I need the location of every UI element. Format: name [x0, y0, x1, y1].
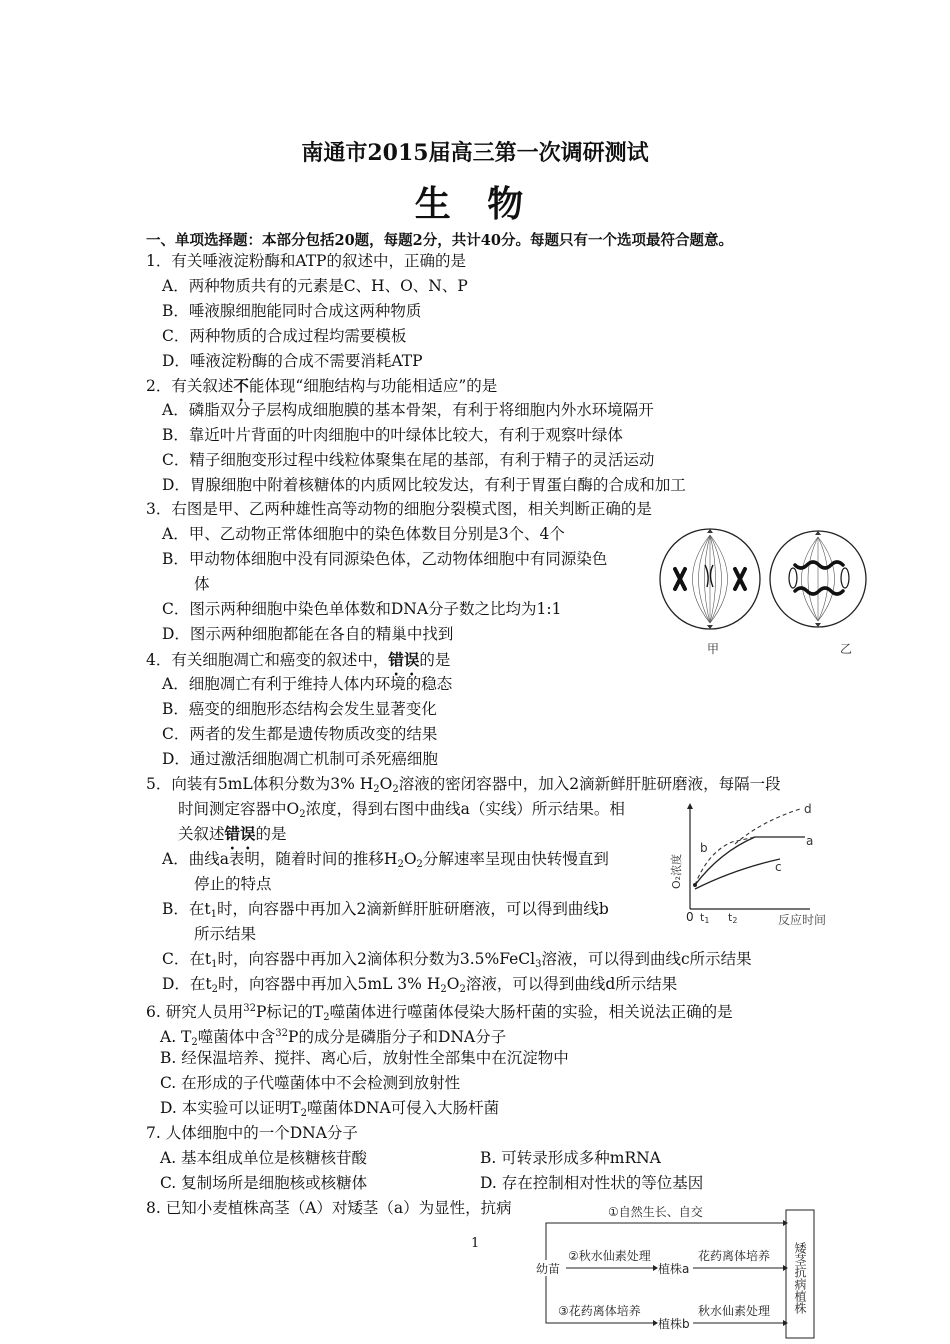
q5-l1-post: 溶液的密闭容器中，加入2滴新鲜肝脏研磨液，每隔一段 — [398, 775, 781, 793]
cell-yi — [770, 531, 866, 627]
q5-l3-pre: 关叙述 — [178, 825, 225, 843]
label-c: c — [775, 860, 782, 874]
q5-c-post: 溶液，可以得到曲线c所示结果 — [541, 950, 752, 968]
graph-t1-t: t — [700, 911, 705, 924]
q6-a-mid: 噬菌体中含 — [197, 1028, 276, 1046]
flow-seedling: 幼苗 — [536, 1262, 561, 1276]
q5-option-d — [162, 975, 677, 999]
q5-l2-pre: 时间测定容器中O — [178, 800, 300, 818]
graph-t2 — [728, 911, 737, 925]
q2-stem-emphasis: 不 — [233, 376, 249, 395]
q5-l2-post: 浓度，得到右图中曲线a（实线）所示结果。相 — [305, 800, 625, 818]
q5-stem-line1 — [146, 775, 781, 799]
q6-option-d — [160, 1099, 499, 1123]
q6-stem-post: 噬菌体进行噬菌体侵染大肠杆菌的实验，相关说法正确的是 — [329, 1003, 733, 1021]
q5-c-mid: 时，向容器中再加入2滴体积分数为3.5%FeCl — [217, 950, 536, 968]
fig-label-yi: 乙 — [840, 642, 853, 656]
q4-option-b: B．癌变的细胞形态结构会发生显著变化 — [162, 700, 437, 718]
q4-stem-post: 的是 — [419, 651, 451, 669]
q7-option-b: B. 可转录形成多种mRNA — [480, 1149, 661, 1167]
q2-option-b: B．靠近叶片背面的叶肉细胞中的叶绿体比较大，有利于观察叶绿体 — [162, 426, 623, 444]
q4-stem-pre: 4．有关细胞凋亡和癌变的叙述中， — [146, 651, 389, 669]
q1-option-d: D．唾液淀粉酶的合成不需要消耗ATP — [162, 352, 423, 370]
q8-stem: 8. 已知小麦植株高茎（A）对矮茎（a）为显性，抗病 — [146, 1199, 512, 1217]
q6-a-sup: 32 — [275, 1028, 289, 1039]
q3-option-c: C．图示两种细胞中染色单体数和DNA分子数之比均为1:1 — [162, 600, 562, 618]
label-b: b — [700, 841, 708, 855]
flow-route1: ①自然生长、自交 — [608, 1205, 703, 1219]
flow-plant-a: 植株a — [658, 1262, 690, 1276]
q6-option-b: B. 经保温培养、搅拌、离心后，放射性全部集中在沉淀物中 — [160, 1049, 569, 1067]
page-title: 南通市2015届高三第一次调研测试 — [301, 140, 649, 166]
q5-option-b-cont: 所示结果 — [194, 925, 257, 943]
q4-option-c: C．两者的发生都是遗传物质改变的结果 — [162, 725, 438, 743]
q5-option-c — [162, 950, 752, 974]
q7-option-c: C. 复制场所是细胞核或核糖体 — [160, 1174, 368, 1192]
curve-c-line — [695, 859, 780, 889]
q3-option-b-cont: 体 — [194, 575, 210, 593]
o2-concentration-graph — [660, 797, 845, 932]
q3-stem: 3．右图是甲、乙两种雄性高等动物的细胞分裂模式图，相关判断正确的是 — [146, 500, 652, 518]
q5-a-post: 分解速率呈现由快转慢直到 — [422, 850, 609, 868]
q4-option-d: D．通过激活细胞凋亡机制可杀死癌细胞 — [162, 750, 438, 768]
q6-a-pre: A. T — [160, 1028, 192, 1046]
q5-option-b — [162, 900, 609, 924]
q2-option-d: D．胃腺细胞中附着核糖体的内质网比较发达，有利于胃蛋白酶的合成和加工 — [162, 476, 686, 494]
q1-option-c: C．两种物质的合成过程均需要模板 — [162, 327, 407, 345]
q5-a-mid: O — [403, 850, 417, 868]
q5-d-sub3: 2 — [459, 984, 466, 995]
q5-l1-sub2: 2 — [392, 784, 399, 795]
q5-stem-line2 — [178, 800, 625, 824]
section-heading: 一、单项选择题：本部分包括20题，每题2分，共计40分。每题只有一个选项最符合题意。 — [146, 232, 733, 249]
q6-d-sub: 2 — [300, 1108, 307, 1119]
q7-stem: 7. 人体细胞中的一个DNA分子 — [146, 1124, 358, 1142]
q7-option-a: A. 基本组成单位是核糖核苷酸 — [160, 1149, 368, 1167]
q6-stem-mid: P标记的T — [255, 1003, 324, 1021]
q6-d-post: 噬菌体DNA可侵入大肠杆菌 — [306, 1099, 500, 1117]
q5-d-sub2: 2 — [440, 984, 447, 995]
q5-l1-sub1: 2 — [373, 784, 380, 795]
q6-d-pre: D. 本实验可以证明T — [160, 1099, 301, 1117]
graph-t2-sub: 2 — [732, 916, 738, 925]
q5-d-mid2: O — [446, 975, 460, 993]
q2-option-c: C．精子细胞变形过程中线粒体聚集在尾的基部，有利于精子的灵活运动 — [162, 451, 655, 469]
q2-option-a: A．磷脂双分子层构成细胞膜的基本骨架，有利于将细胞内外水环境隔开 — [162, 401, 654, 419]
q1-stem: 1．有关唾液淀粉酶和ATP的叙述中，正确的是 — [146, 252, 466, 270]
q5-d-pre: D．在t — [162, 975, 212, 993]
q6-stem — [146, 999, 733, 1027]
q4-option-a: A．细胞凋亡有利于维持人体内环境的稳态 — [162, 675, 453, 693]
q5-a-sub1: 2 — [397, 859, 404, 870]
graph-t2-t: t — [728, 911, 733, 924]
fig-label-jia: 甲 — [707, 642, 720, 656]
graph-t1 — [700, 911, 709, 925]
q5-l1-mid: O — [379, 775, 393, 793]
q2-stem-pre: 2．有关叙述 — [146, 377, 234, 395]
q6-stem-sub: 2 — [323, 1012, 330, 1023]
q1-option-b: B．唾液腺细胞能同时合成这两种物质 — [162, 302, 422, 320]
q2-stem-post: 能体现“细胞结构与功能相适应”的是 — [248, 377, 498, 395]
q5-b-post: 时，向容器中再加入2滴新鲜肝脏研磨液，可以得到曲线b — [217, 900, 609, 918]
q5-stem-line3 — [178, 824, 287, 853]
q5-d-mid: 时，向容器中再加入5mL 3% H — [218, 975, 441, 993]
cell-division-figure — [655, 525, 870, 660]
curve-a-line — [695, 837, 805, 885]
label-a: a — [806, 834, 814, 848]
q3-option-d: D．图示两种细胞都能在各自的精巢中找到 — [162, 625, 454, 643]
cell-jia — [660, 529, 760, 629]
q6-a-sub: 2 — [191, 1037, 198, 1048]
q1-option-a: A．两种物质共有的元素是C、H、O、N、P — [162, 277, 468, 295]
q5-option-a — [162, 850, 609, 874]
graph-t1-sub: 1 — [704, 916, 710, 925]
breeding-flow-diagram — [528, 1198, 818, 1341]
q5-l3-emphasis: 错误 — [224, 824, 256, 843]
graph-ylabel: O₂浓度 — [670, 853, 683, 889]
flow-result: 矮茎抗病植株 — [793, 1242, 807, 1314]
q5-option-a-cont: 停止的特点 — [194, 875, 272, 893]
q5-a-pre: A．曲线a表明，随着时间的推移H — [162, 850, 398, 868]
q6-a-post: P的成分是磷脂分子和DNA分子 — [288, 1028, 507, 1046]
q5-b-sub: 1 — [210, 909, 217, 920]
subject-title: 生 物 — [414, 183, 536, 225]
q5-a-sub2: 2 — [416, 859, 423, 870]
q5-d-post: 溶液，可以得到曲线d所示结果 — [465, 975, 678, 993]
q6-option-a — [160, 1024, 506, 1052]
q5-l1-pre: 5．向装有5mL体积分数为3% H — [146, 775, 374, 793]
q3-option-a: A．甲、乙动物正常体细胞中的染色体数目分别是3个、4个 — [162, 525, 565, 543]
flow-route3: ③花药离体培养 — [558, 1304, 641, 1318]
label-d: d — [804, 802, 812, 816]
q5-b-pre: B．在t — [162, 900, 211, 918]
q5-d-sub: 2 — [211, 984, 219, 995]
graph-origin: 0 — [686, 910, 694, 924]
q6-stem-pre: 6. 研究人员用 — [146, 1003, 244, 1021]
q6-stem-sup: 32 — [243, 1003, 256, 1014]
q5-c-pre: C．在t — [162, 950, 212, 968]
q5-l2-sub: 2 — [299, 809, 306, 820]
q5-c-sub: 1 — [211, 959, 218, 970]
flow-route2: ②秋水仙素处理 — [568, 1249, 651, 1263]
q7-option-d: D. 存在控制相对性状的等位基因 — [480, 1174, 704, 1192]
graph-xlabel: 反应时间 — [778, 913, 827, 927]
page-number: 1 — [471, 1236, 480, 1251]
q3-option-b: B．甲动物体细胞中没有同源染色体，乙动物体细胞中有同源染色 — [162, 550, 608, 568]
flow-route3b: 秋水仙素处理 — [698, 1304, 771, 1318]
q4-stem-emphasis: 错误 — [388, 650, 420, 669]
flow-plant-b: 植株b — [658, 1317, 690, 1331]
q6-option-c: C. 在形成的子代噬菌体中不会检测到放射性 — [160, 1074, 461, 1092]
flow-route2b: 花药离体培养 — [698, 1249, 771, 1263]
q5-c-sub2: 3 — [535, 959, 542, 970]
q5-l3-post: 的是 — [255, 825, 287, 843]
